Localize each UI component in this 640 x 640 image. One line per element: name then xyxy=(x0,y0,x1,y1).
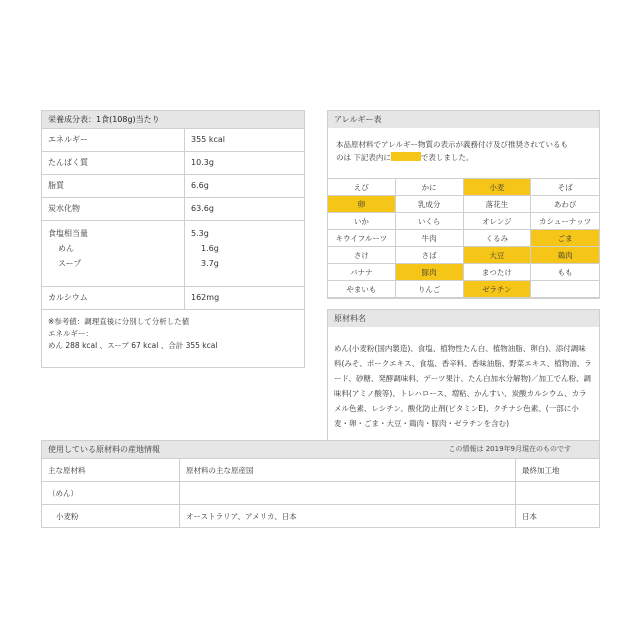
nutrition-row-salt xyxy=(42,221,304,287)
salt-soup-value: 3.7g xyxy=(201,259,219,268)
nutrition-row xyxy=(42,287,304,310)
allergy-table xyxy=(327,110,600,299)
nutrition-row xyxy=(42,175,304,198)
allergen-cell: 牛肉 xyxy=(396,230,464,247)
allergen-cell: 卵 xyxy=(328,196,396,213)
salt-noodle-value: 1.6g xyxy=(201,244,219,253)
nutrition-value: 355 kcal xyxy=(185,129,305,152)
note-line: ※参考値：調理直後に分別して分析した値 xyxy=(48,317,190,326)
salt-value: 5.3g xyxy=(191,229,209,238)
column-header: 最終加工地 xyxy=(516,459,600,482)
allergen-cell xyxy=(531,281,599,298)
nutrition-label: エネルギー xyxy=(42,129,185,152)
note-line: エネルギー： xyxy=(48,329,93,338)
origin-table xyxy=(41,440,600,528)
origin-column-headers xyxy=(42,459,599,482)
nutrition-row xyxy=(42,198,304,221)
allergen-cell: さば xyxy=(396,247,464,264)
empty-cell xyxy=(516,482,600,505)
origin-group-row xyxy=(42,482,599,505)
origin-title: 使用している原材料の産地情報 xyxy=(48,445,160,454)
final-cell: 日本 xyxy=(516,505,600,528)
allergen-cell: 豚肉 xyxy=(396,264,464,281)
allergy-desc-part: で表しました。 xyxy=(420,153,474,162)
nutrition-title: 栄養成分表：1食(108g)当たり xyxy=(42,111,304,128)
nutrition-label: 脂質 xyxy=(42,175,185,198)
allergy-desc-part: のは 下記表内に xyxy=(336,153,391,162)
allergen-cell: やまいも xyxy=(328,281,396,298)
nutrition-table xyxy=(41,110,305,368)
column-header: 主な原材料 xyxy=(42,459,180,482)
allergy-grid xyxy=(328,178,599,298)
allergen-cell: キウイフルーツ xyxy=(328,230,396,247)
highlight-swatch xyxy=(391,152,421,161)
allergen-cell: えび xyxy=(328,179,396,196)
allergy-desc-line xyxy=(336,151,591,164)
ingredients-title: 原材料名 xyxy=(328,310,599,327)
ingredients-box xyxy=(327,309,600,448)
nutrition-value: 63.6g xyxy=(185,198,305,221)
column-header: 原材料の主な原産国 xyxy=(180,459,516,482)
salt-soup-label: スープ xyxy=(58,259,82,268)
nutrition-value: 6.6g xyxy=(185,175,305,198)
allergen-cell: カシューナッツ xyxy=(531,213,599,230)
empty-cell xyxy=(180,482,516,505)
allergen-cell: かに xyxy=(396,179,464,196)
nutrition-label: カルシウム xyxy=(42,287,185,310)
allergen-cell: バナナ xyxy=(328,264,396,281)
allergen-cell: 鶏肉 xyxy=(531,247,599,264)
allergen-cell: オレンジ xyxy=(464,213,532,230)
nutrition-row xyxy=(42,152,304,175)
group-label: （めん） xyxy=(42,482,180,505)
note-line: めん 288 kcal 、スープ 67 kcal 、合計 355 kcal xyxy=(48,341,218,350)
allergen-cell: 落花生 xyxy=(464,196,532,213)
nutrition-note xyxy=(42,309,304,367)
allergen-cell: 大豆 xyxy=(464,247,532,264)
nutrition-label: 炭水化物 xyxy=(42,198,185,221)
ingredients-text: めん(小麦粉(国内製造)、食塩、植物性たん白、植物油脂、卵白)、添付調味料(みそ、ポークエキス、食塩、香辛料、香味油脂、野菜エキス、植物油、ラード、砂糖、発酵調味料、デーツ果汁、たん白加水分解物)／加工でん粉、調味料(アミノ酸等)、トレハロース、増粘、かんすい、炭酸カルシウム、カラメル色素、レシチン、酸化防止剤(ビタミンE)、クチナシ色素、(一部に小麦・卵・ごま・大豆・鶏肉・豚肉・ゼラチンを含む) xyxy=(334,344,592,428)
allergen-cell: りんご xyxy=(396,281,464,298)
allergen-cell: いくら xyxy=(396,213,464,230)
allergen-cell: いか xyxy=(328,213,396,230)
salt-values xyxy=(185,221,305,287)
allergy-desc-line: 本品原材料でアレルギー物質の表示が義務付け及び推奨されているも xyxy=(336,140,569,149)
allergen-cell: ゼラチン xyxy=(464,281,532,298)
salt-label: 食塩相当量 xyxy=(48,229,88,238)
nutrition-value: 162mg xyxy=(185,287,305,310)
allergen-cell: さけ xyxy=(328,247,396,264)
salt-noodle-label: めん xyxy=(58,244,74,253)
material-cell: 小麦粉 xyxy=(42,505,180,528)
nutrition-value: 10.3g xyxy=(185,152,305,175)
allergy-title: アレルギー表 xyxy=(328,111,599,128)
nutrition-label: たんぱく質 xyxy=(42,152,185,175)
allergen-cell: そば xyxy=(531,179,599,196)
allergen-cell: くるみ xyxy=(464,230,532,247)
allergen-cell: ごま xyxy=(531,230,599,247)
allergy-description xyxy=(328,128,599,178)
allergen-cell: あわび xyxy=(531,196,599,213)
salt-labels xyxy=(42,221,185,287)
country-cell: オーストラリア、アメリカ、日本 xyxy=(180,505,516,528)
allergen-cell: もも xyxy=(531,264,599,281)
origin-note: この情報は 2019年9月現在のものです xyxy=(448,445,571,453)
allergen-cell: 乳成分 xyxy=(396,196,464,213)
origin-header xyxy=(42,441,599,458)
nutrition-row xyxy=(42,129,304,152)
allergen-cell: まつたけ xyxy=(464,264,532,281)
table-row xyxy=(42,505,599,528)
allergen-cell: 小麦 xyxy=(464,179,532,196)
